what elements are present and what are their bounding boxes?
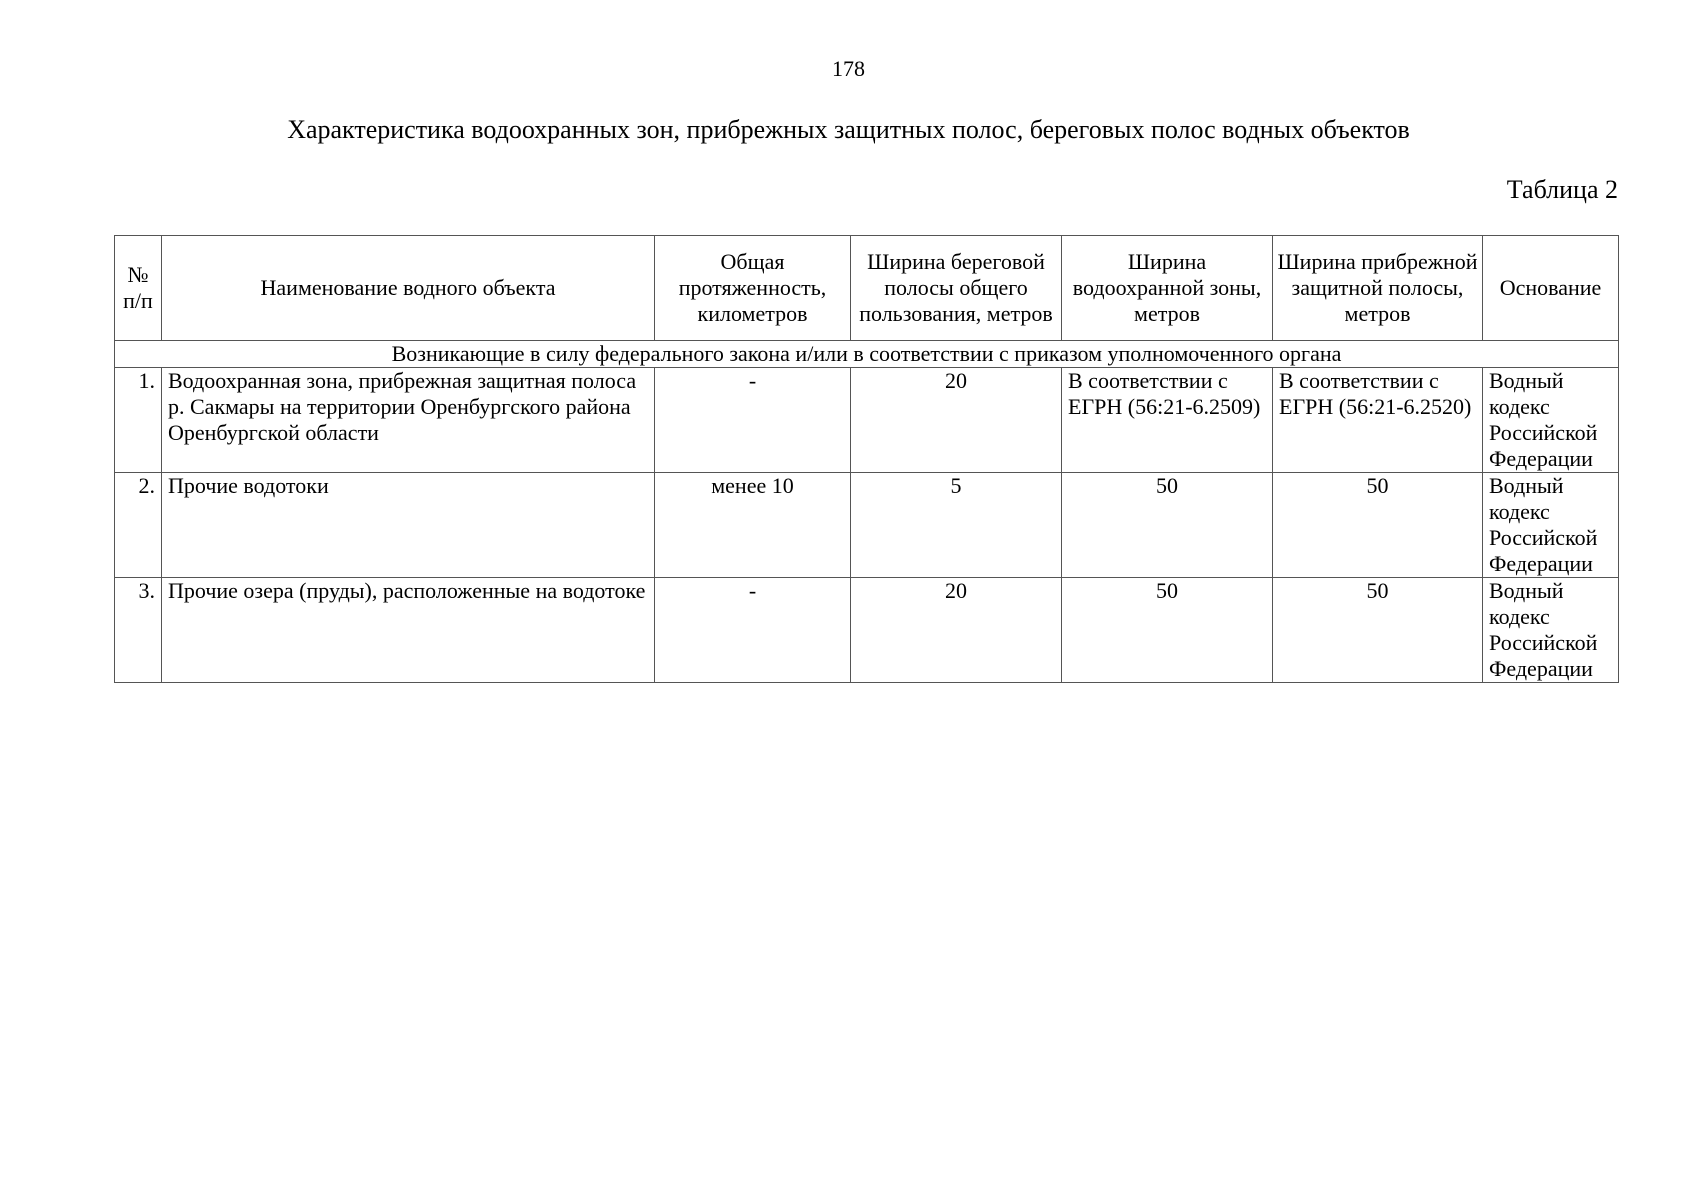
table-label: Таблица 2 xyxy=(1506,175,1618,204)
total-length: менее 10 xyxy=(655,473,851,578)
shore-strip-width: 5 xyxy=(851,473,1062,578)
protection-zone-width: 50 xyxy=(1062,473,1273,578)
table-row xyxy=(115,368,1619,473)
row-number: 3. xyxy=(115,578,162,683)
coastal-strip-width: 50 xyxy=(1273,473,1483,578)
object-name: Водоохранная зона, прибрежная защитная полоса р. Сакмары на территории Оренбургского района Оренбургской области xyxy=(162,368,655,473)
protection-zone-width: В соответствии с ЕГРН (56:21-6.2509) xyxy=(1062,368,1273,473)
header-cell: Основание xyxy=(1483,236,1619,341)
page-number: 178 xyxy=(832,56,865,81)
document-title: Характеристика водоохранных зон, прибрежных защитных полос, береговых полос водных объектов xyxy=(287,115,1410,144)
basis: Водный кодекс Российской Федерации xyxy=(1483,368,1619,473)
row-number: 2. xyxy=(115,473,162,578)
object-name: Прочие водотоки xyxy=(162,473,655,578)
table-row xyxy=(115,578,1619,683)
section-title: Возникающие в силу федерального закона и/или в соответствии с приказом уполномоченного органа xyxy=(115,341,1619,368)
table-header-row xyxy=(115,236,1619,341)
header-cell: Ширина береговой полосы общего пользования, метров xyxy=(851,236,1062,341)
row-number: 1. xyxy=(115,368,162,473)
protection-zone-width: 50 xyxy=(1062,578,1273,683)
coastal-strip-width: 50 xyxy=(1273,578,1483,683)
table-section-row xyxy=(115,341,1619,368)
total-length: - xyxy=(655,578,851,683)
shore-strip-width: 20 xyxy=(851,368,1062,473)
coastal-strip-width: В соответствии с ЕГРН (56:21-6.2520) xyxy=(1273,368,1483,473)
header-cell: Наименование водного объекта xyxy=(162,236,655,341)
header-cell: Ширина прибрежной защитной полосы, метров xyxy=(1273,236,1483,341)
basis: Водный кодекс Российской Федерации xyxy=(1483,473,1619,578)
table-row xyxy=(115,473,1619,578)
shore-strip-width: 20 xyxy=(851,578,1062,683)
basis: Водный кодекс Российской Федерации xyxy=(1483,578,1619,683)
total-length: - xyxy=(655,368,851,473)
object-name: Прочие озера (пруды), расположенные на водотоке xyxy=(162,578,655,683)
header-cell: Ширина водоохранной зоны, метров xyxy=(1062,236,1273,341)
header-cell: Общая протяженность, километров xyxy=(655,236,851,341)
water-objects-table xyxy=(114,235,1619,683)
header-cell: № п/п xyxy=(115,236,162,341)
